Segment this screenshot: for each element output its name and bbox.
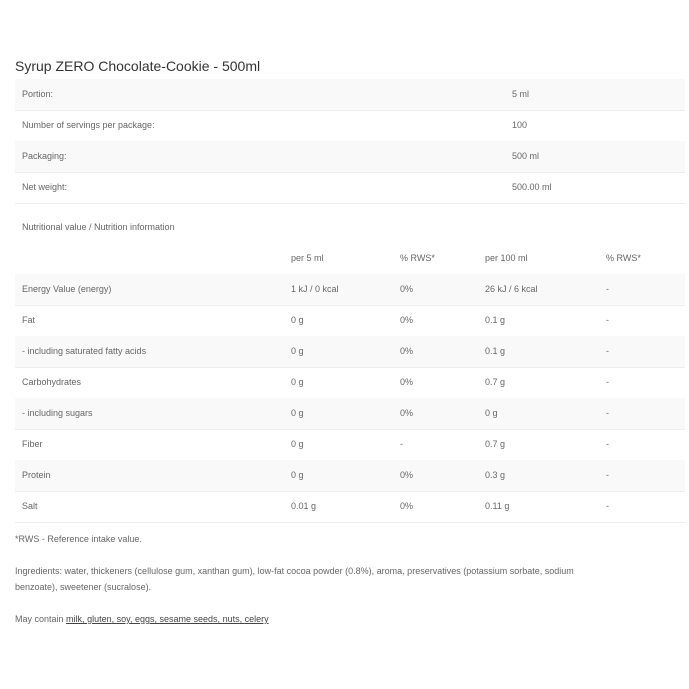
allergen-link[interactable]: gluten [87, 614, 112, 624]
nutrient-value: - [606, 501, 609, 511]
nutrient-name: Fat [22, 315, 36, 325]
nutrient-value: 0 g [291, 315, 304, 325]
nutrition-column-header: per 100 ml [485, 253, 528, 263]
allergen-separator: , [154, 614, 160, 624]
details-value: 500.00 ml [512, 182, 552, 192]
details-label: Number of servings per package: [22, 120, 155, 130]
nutrition-row [15, 305, 685, 336]
nutrient-value: 0 g [291, 346, 304, 356]
nutrition-header-row [15, 243, 685, 274]
nutrition-row [15, 398, 685, 429]
nutrient-value: 0% [400, 284, 414, 294]
row-divider [15, 203, 685, 204]
nutrition-row [15, 274, 685, 305]
allergen-link[interactable]: milk [66, 614, 83, 624]
details-row [15, 172, 685, 203]
allergen-separator: , [239, 614, 245, 624]
allergen-link[interactable]: celery [244, 614, 269, 624]
nutrient-name: Protein [22, 470, 51, 480]
nutrition-heading-row [15, 212, 685, 243]
details-label: Packaging: [22, 151, 67, 161]
allergen-link[interactable]: soy [116, 614, 130, 624]
details-row [15, 79, 685, 110]
nutrient-value: 0.7 g [485, 439, 506, 449]
nutrition-column-header: per 5 ml [291, 253, 324, 263]
nutrient-value: 1 kJ / 0 kcal [291, 284, 339, 294]
nutrition-column-header: % RWS* [400, 253, 435, 263]
nutrient-value: 0 g [291, 408, 304, 418]
nutrient-value: 0.11 g [485, 501, 510, 511]
may-contain [15, 611, 269, 627]
nutrient-value: 0.7 g [485, 377, 506, 387]
nutrition-row [15, 336, 685, 367]
ingredients-line-2: benzoate), sweetener (sucralose). [15, 582, 152, 592]
rws-footnote: *RWS - Reference intake value. [15, 534, 142, 544]
nutrient-value: - [400, 439, 403, 449]
nutrient-value: 0% [400, 315, 414, 325]
nutrient-value: 0% [400, 470, 414, 480]
nutrient-value: - [606, 408, 609, 418]
allergen-separator: , [217, 614, 223, 624]
details-value: 100 [512, 120, 528, 130]
nutrient-value: - [606, 439, 609, 449]
details-value: 5 ml [512, 89, 530, 99]
nutrient-value: 0% [400, 408, 414, 418]
nutrient-value: - [606, 377, 609, 387]
nutrient-value: 0% [400, 501, 414, 511]
nutrient-value: 0 g [291, 377, 304, 387]
may-contain-label: May contain [15, 614, 64, 624]
nutrient-value: 26 kJ / 6 kcal [485, 284, 538, 294]
details-value: 500 ml [512, 151, 540, 161]
nutrition-heading: Nutritional value / Nutrition information [22, 222, 175, 232]
allergen-list [66, 614, 269, 624]
allergen-link[interactable]: sesame seeds [159, 614, 218, 624]
nutrient-value: 0% [400, 377, 414, 387]
nutrition-column-header: % RWS* [606, 253, 641, 263]
allergen-link[interactable]: eggs [134, 614, 155, 624]
allergen-separator: , [111, 614, 117, 624]
nutrient-name: Fiber [22, 439, 43, 449]
nutrient-value: 0.1 g [485, 346, 506, 356]
nutrient-value: 0 g [291, 470, 304, 480]
nutrition-row [15, 429, 685, 460]
nutrient-value: - [606, 315, 609, 325]
allergen-link[interactable]: nuts [222, 614, 240, 624]
details-label: Net weight: [22, 182, 68, 192]
row-divider [15, 522, 685, 523]
details-row [15, 110, 685, 141]
nutrient-name: Salt [22, 501, 38, 511]
product-title: Syrup ZERO Chocolate-Cookie - 500ml [15, 58, 261, 74]
nutrient-value: 0.3 g [485, 470, 506, 480]
ingredients-line-1: Ingredients: water, thickeners (cellulose gum, xanthan gum), low-fat cocoa powder (0.8%), aroma, preservatives (potassium sorbate, sodium [15, 566, 574, 576]
nutrient-value: 0.1 g [485, 315, 506, 325]
nutrient-name: - including sugars [22, 408, 93, 418]
allergen-separator: , [82, 614, 88, 624]
nutrient-name: - including saturated fatty acids [22, 346, 147, 356]
nutrient-value: 0.01 g [291, 501, 317, 511]
nutrient-value: 0% [400, 346, 414, 356]
nutrition-row [15, 460, 685, 491]
nutrition-row [15, 367, 685, 398]
details-row [15, 141, 685, 172]
nutrient-name: Carbohydrates [22, 377, 82, 387]
allergen-separator: , [129, 614, 135, 624]
nutrient-name: Energy Value (energy) [22, 284, 112, 294]
nutrition-row [15, 491, 685, 522]
nutrient-value: - [606, 346, 609, 356]
details-label: Portion: [22, 89, 54, 99]
nutrient-value: - [606, 470, 609, 480]
nutrient-value: 0 g [485, 408, 498, 418]
nutrient-value: - [606, 284, 609, 294]
nutrient-value: 0 g [291, 439, 304, 449]
